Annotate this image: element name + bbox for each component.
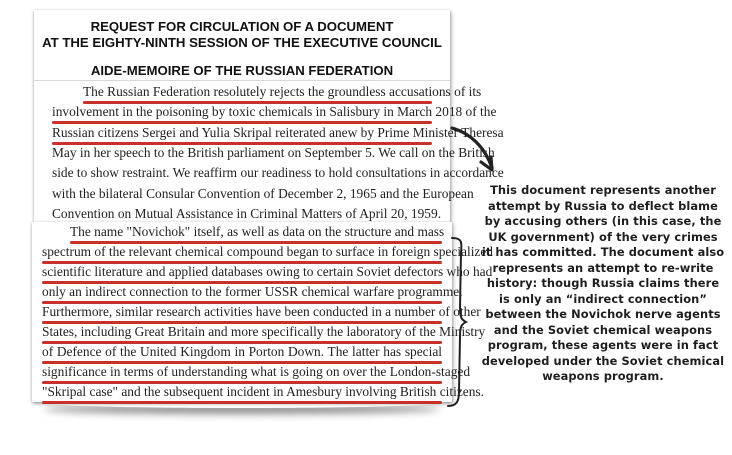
annotation-line: between the Novichok nerve agents [485, 307, 721, 321]
underlined-text-line: significance in terms of understanding what is going on over the London-staged [42, 364, 471, 379]
text-line: May in her speech to the British parliament on September 5. We call on the British [52, 144, 495, 160]
document-title-line1: REQUEST FOR CIRCULATION OF A DOCUMENT [90, 19, 394, 34]
annotation-line: and the Soviet chemical weapons [493, 322, 713, 337]
underlined-text-line: The Russian Federation resolutely rejects the groundless accusations of its [83, 84, 482, 99]
document-subtitle: AIDE-MEMOIRE OF THE RUSSIAN FEDERATION [90, 63, 394, 78]
underlined-text-line: scientific literature and applied databases owing to certain Soviet defectors who had [42, 264, 493, 279]
annotation-line: history: though Russia claims there [486, 276, 720, 290]
text-line: with the bilateral Consular Convention of December 2, 1965 and the European [52, 185, 474, 201]
underlined-text-line: "Skripal case" and the subsequent incident in Amesbury involving British citizens. [42, 384, 484, 399]
underlined-text-line: spectrum of the relevant chemical compound began to surface in foreign specialized [42, 244, 494, 259]
curved-arrow-icon [452, 128, 492, 168]
text-line: side to show restraint. We reaffirm our readiness to hold consultations in accordance [52, 165, 504, 181]
arrow-head [481, 157, 492, 170]
annotation-line: it has committed. The document also [481, 245, 725, 259]
annotation-line: developed under the Soviet chemical [481, 353, 725, 368]
document-title-line2: AT THE EIGHTY-NINTH SESSION OF THE EXECUTIVE COUNCIL [42, 35, 442, 50]
curly-brace-icon [448, 238, 466, 406]
annotation-line: attempt by Russia to deflect blame [488, 198, 718, 213]
underlined-text-line: The name "Novichok" itself, as well as data on the structure and mass [70, 224, 445, 239]
underlined-text-line: involvement in the poisoning by toxic chemicals in Salisbury in March 2018 of the [52, 104, 497, 120]
annotation-line: is only an “indirect connection” [499, 291, 707, 306]
annotation-line: represents an attempt to re-write [492, 260, 714, 275]
underlined-text-line: Furthermore, similar research activities have been conducted in a number of other [42, 304, 481, 319]
annotation-text [472, 183, 732, 385]
underlined-text-line: Russian citizens Sergei and Yulia Skripal reiterated anew by Prime Minister Theresa [52, 124, 504, 140]
underlined-text-line: only an indirect connection to the former USSR chemical warfare programme. [42, 284, 463, 299]
underlined-text-line: States, including Great Britain and more specifically the laboratory of the Ministry [42, 324, 486, 339]
annotation-line: program, these agents were in fact [487, 338, 719, 352]
annotation-line: weapons program. [542, 369, 664, 383]
annotation-line: This document represents another [490, 183, 716, 197]
underlined-text-line: of Defence of the United Kingdom in Porton Down. The latter has special [42, 344, 442, 359]
annotation-line: UK government) of the very crimes [488, 229, 718, 244]
text-line: Convention on Mutual Assistance in Criminal Matters of April 20, 1959. [52, 205, 442, 221]
annotation-line: by accusing others (in this case, the [484, 214, 722, 228]
